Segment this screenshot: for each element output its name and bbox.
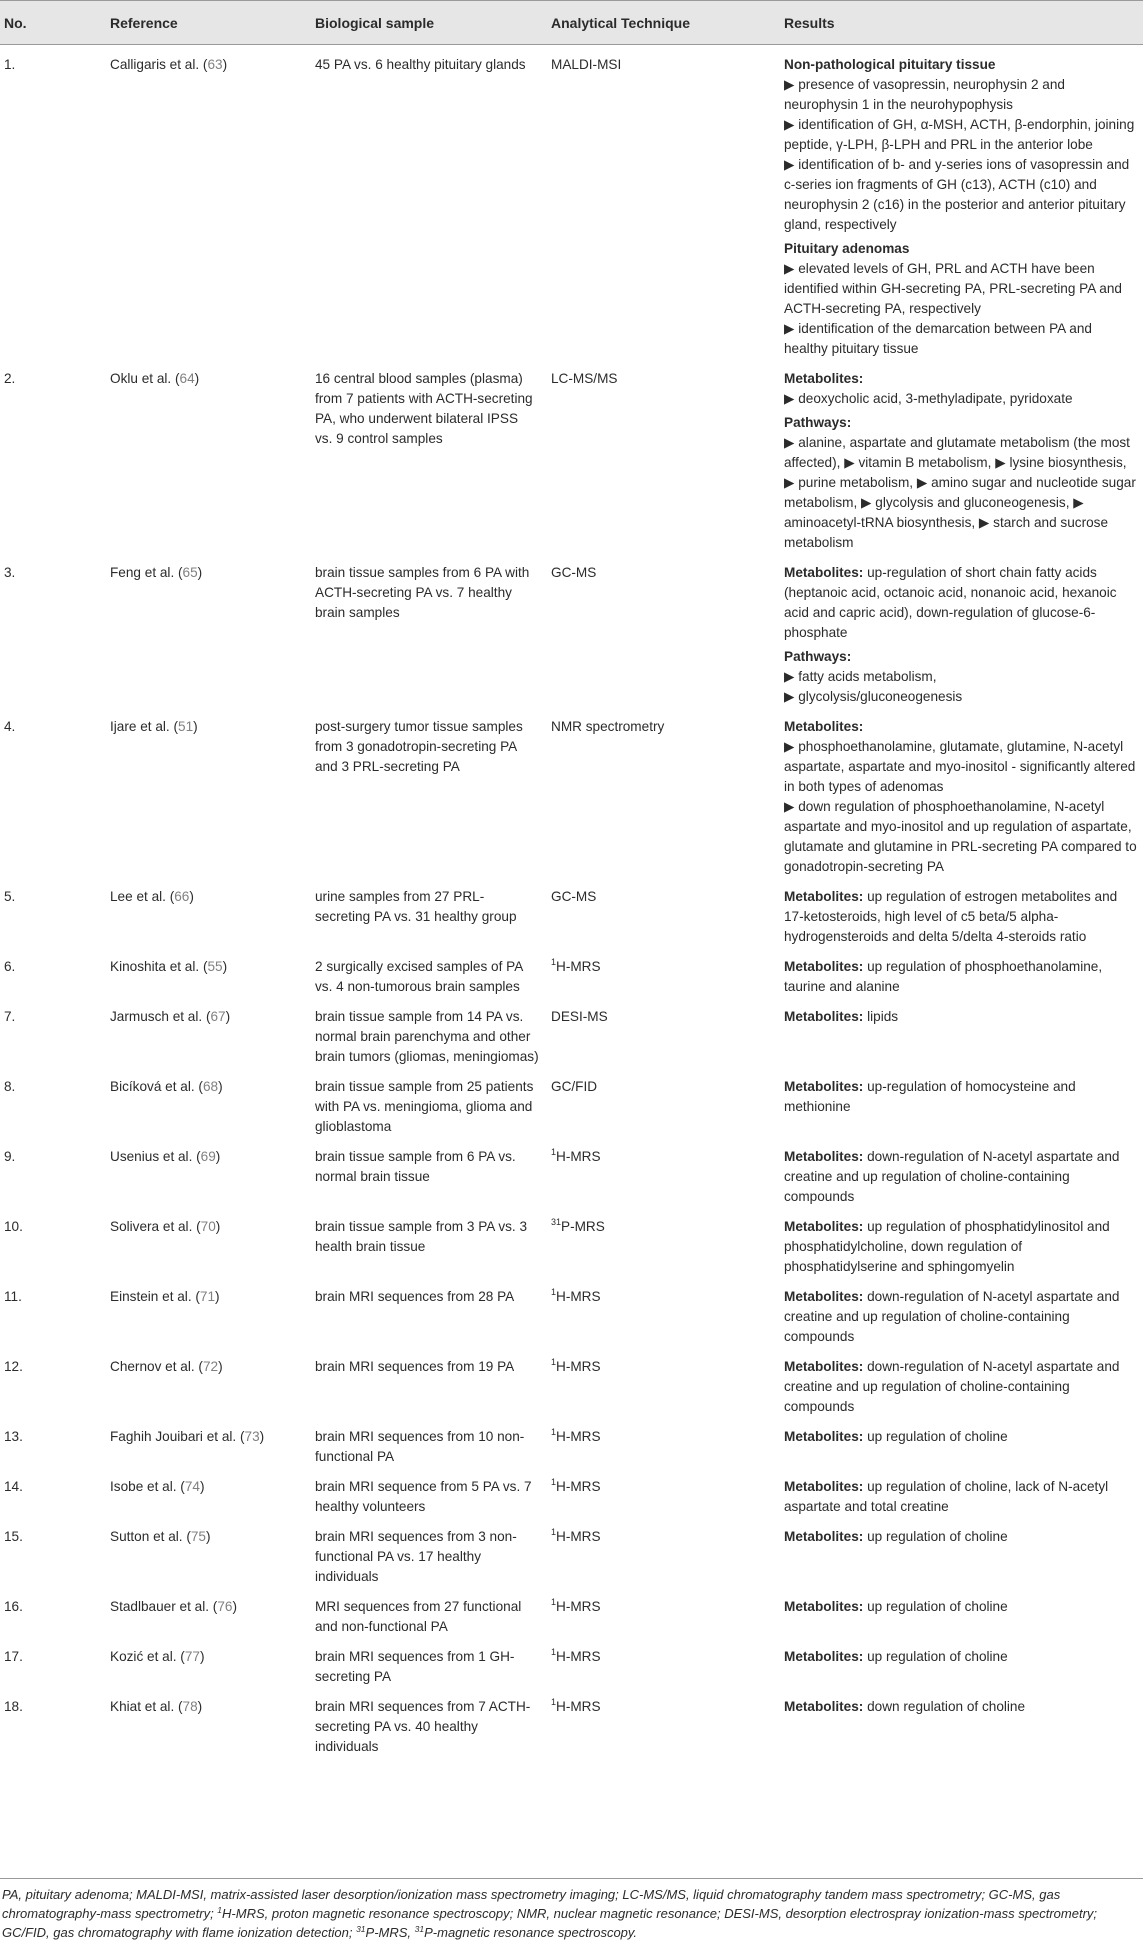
header-reference: Reference xyxy=(104,1,309,45)
row-analytical-technique xyxy=(545,1283,778,1353)
results-label: Metabolites: xyxy=(784,1699,864,1714)
results-labeled-paragraph xyxy=(784,1427,1137,1447)
results-bullet-text: phosphoethanolamine, glutamate, glutamine, N-acetyl aspartate, aspartate and myo-inositol - significantly altered in both types of adenomas xyxy=(784,739,1136,794)
results-label: Metabolites: xyxy=(784,1649,864,1664)
row-number: 11. xyxy=(4,1289,22,1304)
footnote-text: PA, pituitary adenoma; MALDI-MSI, matrix-assisted laser desorption/ionization mass spectrometry imaging; LC-MS/MS, liquid chromatography tandem mass spectrometry; GC-MS, gas chromatography-mass spectrometry; xyxy=(2,1887,1061,1921)
row-biological-sample: urine samples from 27 PRL-secreting PA vs. 31 healthy group xyxy=(315,889,517,924)
results-text: up regulation of phosphatidylinositol and phosphatidylcholine, down regulation of phosphatidylserine and sphingomyelin xyxy=(784,1219,1110,1274)
row-analytical-technique xyxy=(545,1353,778,1423)
row-biological-sample: brain tissue sample from 6 PA vs. normal brain tissue xyxy=(315,1149,516,1184)
results-label: Metabolites: xyxy=(784,1599,864,1614)
row-results xyxy=(778,559,1143,713)
bullet-marker-icon: ▶ xyxy=(784,77,799,92)
technique-name: GC/FID xyxy=(551,1079,598,1094)
results-bullet-item xyxy=(784,737,1137,797)
reference-citation-number: 70 xyxy=(200,1219,216,1234)
results-bullet-text: glycolysis/gluconeogenesis xyxy=(798,689,963,704)
row-analytical-technique xyxy=(545,1143,778,1213)
technique-isotope-superscript: 1 xyxy=(551,1527,557,1537)
reference-author: Ijare et al. xyxy=(110,719,170,734)
results-subheading: Metabolites: xyxy=(784,719,864,734)
row-reference: Jarmusch et al. (67) xyxy=(110,1009,231,1024)
row-analytical-technique xyxy=(545,1213,778,1283)
technique-isotope-superscript: 31 xyxy=(551,1217,562,1227)
bullet-marker-icon: ▶ xyxy=(857,495,876,510)
technique-name: MALDI-MSI xyxy=(551,57,622,72)
results-labeled-paragraph xyxy=(784,563,1137,643)
row-reference: Chernov et al. (72) xyxy=(110,1359,223,1374)
results-bullet-paragraph xyxy=(784,433,1137,553)
table-body xyxy=(0,45,1143,1764)
row-biological-sample: 2 surgically excised samples of PA vs. 4 non-tumorous brain samples xyxy=(315,959,523,994)
results-label: Metabolites: xyxy=(784,1009,864,1024)
results-bullet-item xyxy=(784,389,1137,409)
results-text: down-regulation of N-acetyl aspartate and creatine and up regulation of choline-containing compounds xyxy=(784,1149,1120,1204)
row-results xyxy=(778,1003,1143,1073)
bullet-marker-icon: ▶ xyxy=(784,669,799,684)
results-bullet-text: fatty acids metabolism, xyxy=(798,669,937,684)
technique-name: H-MRS xyxy=(556,959,601,974)
bullet-marker-icon: ▶ xyxy=(784,799,799,814)
technique-name: H-MRS xyxy=(556,1529,601,1544)
bullet-marker-icon: ▶ xyxy=(991,455,1010,470)
row-results xyxy=(778,1423,1143,1473)
results-subheading: Pathways: xyxy=(784,415,852,430)
results-bullet-text: deoxycholic acid, 3-methyladipate, pyridoxate xyxy=(798,391,1073,406)
results-bullet-text: presence of vasopressin, neurophysin 2 and neurophysin 1 in the neurohypophysis xyxy=(784,77,1065,112)
row-number: 8. xyxy=(4,1079,16,1094)
results-bullet-text: lysine biosynthesis, xyxy=(1009,455,1127,470)
technique-name: H-MRS xyxy=(556,1429,601,1444)
results-text: down regulation of choline xyxy=(863,1699,1026,1714)
technique-name: H-MRS xyxy=(556,1599,601,1614)
row-results xyxy=(778,1523,1143,1593)
row-results xyxy=(778,1693,1143,1763)
results-labeled-paragraph xyxy=(784,1357,1137,1417)
row-number: 18. xyxy=(4,1699,23,1714)
results-text: up regulation of estrogen metabolites and 17-ketosteroids, high level of c5 beta/5 alpha-hydrogensteroids and delta 5/delta 4-steroids ratio xyxy=(784,889,1118,944)
results-labeled-paragraph xyxy=(784,1007,1137,1027)
row-number: 13. xyxy=(4,1429,23,1444)
row-results xyxy=(778,45,1143,366)
row-number: 17. xyxy=(4,1649,23,1664)
row-reference: Usenius et al. (69) xyxy=(110,1149,221,1164)
row-analytical-technique xyxy=(545,953,778,1003)
reference-citation-number: 71 xyxy=(199,1289,216,1304)
row-results xyxy=(778,1073,1143,1143)
results-text: down-regulation of N-acetyl aspartate and creatine and up regulation of choline-containing compounds xyxy=(784,1359,1120,1414)
results-bullet-text: elevated levels of GH, PRL and ACTH have been identified within GH-secreting PA, PRL-secreting PA and ACTH-secreting PA, respectively xyxy=(784,261,1122,316)
results-labeled-paragraph xyxy=(784,887,1137,947)
reference-author: Kinoshita et al. xyxy=(110,959,200,974)
technique-isotope-superscript: 1 xyxy=(551,1647,557,1657)
technique-isotope-superscript: 1 xyxy=(551,957,557,967)
reference-citation-number: 51 xyxy=(178,719,194,734)
table-row xyxy=(0,1003,1143,1073)
results-label: Metabolites: xyxy=(784,1289,864,1304)
reference-author: Stadlbauer et al. xyxy=(110,1599,209,1614)
row-number: 16. xyxy=(4,1599,23,1614)
row-biological-sample: MRI sequences from 27 functional and non-functional PA xyxy=(315,1599,522,1634)
row-results xyxy=(778,1593,1143,1643)
row-biological-sample: brain MRI sequences from 1 GH-secreting PA xyxy=(315,1649,515,1684)
row-analytical-technique xyxy=(545,1073,778,1143)
results-text: up-regulation of short chain fatty acids (heptanoic acid, octanoic acid, nonanoic acid, hexanoic acid and capric acid), down-regulation of glucose-6-phosphate xyxy=(784,565,1117,640)
table-row xyxy=(0,1353,1143,1423)
reference-author: Calligaris et al. xyxy=(110,57,200,72)
reference-citation-number: 78 xyxy=(182,1699,198,1714)
results-labeled-paragraph xyxy=(784,1647,1137,1667)
row-biological-sample: brain tissue sample from 3 PA vs. 3 health brain tissue xyxy=(315,1219,528,1254)
header-analytical-technique: Analytical Technique xyxy=(545,1,778,45)
results-labeled-paragraph xyxy=(784,1477,1137,1517)
reference-author: Einstein et al. xyxy=(110,1289,192,1304)
footnote-superscript: 31 xyxy=(356,1924,366,1934)
row-reference: Bicíková et al. (68) xyxy=(110,1079,223,1094)
reference-citation-number: 72 xyxy=(202,1359,219,1374)
technique-name: P-MRS xyxy=(561,1219,605,1234)
technique-name: GC-MS xyxy=(551,565,597,580)
technique-name: H-MRS xyxy=(556,1479,601,1494)
row-reference: Oklu et al. (64) xyxy=(110,371,200,386)
table-row xyxy=(0,45,1143,366)
row-reference: Lee et al. (66) xyxy=(110,889,194,904)
reference-author: Solivera et al. xyxy=(110,1219,193,1234)
reference-citation-number: 66 xyxy=(174,889,190,904)
row-results xyxy=(778,1213,1143,1283)
results-label: Metabolites: xyxy=(784,1479,864,1494)
results-bullet-text: identification of the demarcation between PA and healthy pituitary tissue xyxy=(784,321,1092,356)
row-analytical-technique xyxy=(545,1643,778,1693)
reference-citation-number: 67 xyxy=(210,1009,226,1024)
technique-name: H-MRS xyxy=(556,1149,601,1164)
bullet-marker-icon: ▶ xyxy=(975,515,994,530)
header-results: Results xyxy=(778,1,1143,45)
bullet-marker-icon: ▶ xyxy=(784,739,799,754)
reference-author: Feng et al. xyxy=(110,565,175,580)
technique-isotope-superscript: 1 xyxy=(551,1477,557,1487)
table-header xyxy=(0,1,1143,45)
table-row xyxy=(0,713,1143,883)
reference-citation-number: 77 xyxy=(184,1649,200,1664)
table-row xyxy=(0,1643,1143,1693)
bullet-marker-icon: ▶ xyxy=(784,391,799,406)
row-number: 6. xyxy=(4,959,16,974)
footnote-superscript: 31 xyxy=(414,1924,425,1934)
reference-citation-number: 74 xyxy=(184,1479,200,1494)
bullet-marker-icon: ▶ xyxy=(784,321,799,336)
row-reference: Kinoshita et al. (55) xyxy=(110,959,228,974)
header-no: No. xyxy=(0,1,104,45)
results-bullet-text: amino sugar and nucleotide sugar metabolism, xyxy=(784,475,1136,510)
reference-author: Jarmusch et al. xyxy=(110,1009,203,1024)
reference-author: Chernov et al. xyxy=(110,1359,195,1374)
row-number: 7. xyxy=(4,1009,16,1024)
results-labeled-paragraph xyxy=(784,1597,1137,1617)
row-analytical-technique xyxy=(545,559,778,713)
technique-isotope-superscript: 1 xyxy=(551,1697,557,1707)
reference-citation-number: 65 xyxy=(182,565,198,580)
row-number: 10. xyxy=(4,1219,23,1234)
row-number: 14. xyxy=(4,1479,23,1494)
technique-isotope-superscript: 1 xyxy=(551,1597,557,1607)
row-reference: Kozić et al. (77) xyxy=(110,1649,205,1664)
row-reference: Sutton et al. (75) xyxy=(110,1529,211,1544)
results-subheading: Metabolites: xyxy=(784,371,864,386)
reference-author: Isobe et al. xyxy=(110,1479,177,1494)
reference-citation-number: 63 xyxy=(207,57,223,72)
table-row xyxy=(0,883,1143,953)
results-bullet-text: alanine, aspartate and glutamate metabolism (the most affected), xyxy=(784,435,1130,470)
bullet-marker-icon: ▶ xyxy=(784,435,799,450)
technique-isotope-superscript: 1 xyxy=(551,1357,557,1367)
row-number: 15. xyxy=(4,1529,23,1544)
technique-isotope-superscript: 1 xyxy=(551,1427,557,1437)
row-biological-sample: 45 PA vs. 6 healthy pituitary glands xyxy=(315,57,526,72)
row-biological-sample: brain MRI sequence from 5 PA vs. 7 healthy volunteers xyxy=(315,1479,532,1514)
row-analytical-technique xyxy=(545,713,778,883)
results-bullet-item xyxy=(784,115,1137,155)
results-text: up regulation of choline, lack of N-acetyl aspartate and total creatine xyxy=(784,1479,1109,1514)
footnote-text: P-MRS, xyxy=(365,1925,415,1940)
row-analytical-technique xyxy=(545,1523,778,1593)
row-biological-sample: 16 central blood samples (plasma) from 7 patients with ACTH-secreting PA, who underwent bilateral IPSS vs. 9 control samples xyxy=(315,371,533,446)
row-biological-sample: brain MRI sequences from 3 non-functional PA vs. 17 healthy individuals xyxy=(315,1529,517,1584)
results-text: up regulation of phosphoethanolamine, taurine and alanine xyxy=(784,959,1103,994)
results-label: Metabolites: xyxy=(784,1529,864,1544)
results-subheading: Pituitary adenomas xyxy=(784,241,910,256)
results-label: Metabolites: xyxy=(784,1079,864,1094)
table-row xyxy=(0,559,1143,713)
row-biological-sample: brain tissue samples from 6 PA with ACTH-secreting PA vs. 7 healthy brain samples xyxy=(315,565,530,620)
row-number: 9. xyxy=(4,1149,16,1164)
results-bullet-text: purine metabolism, xyxy=(798,475,914,490)
results-label: Metabolites: xyxy=(784,889,864,904)
results-label: Metabolites: xyxy=(784,1149,864,1164)
technique-name: H-MRS xyxy=(556,1649,601,1664)
technique-name: H-MRS xyxy=(556,1359,601,1374)
results-label: Metabolites: xyxy=(784,959,864,974)
results-text: up regulation of choline xyxy=(863,1599,1008,1614)
technique-name: GC-MS xyxy=(551,889,597,904)
bullet-marker-icon: ▶ xyxy=(784,475,799,490)
results-bullet-item xyxy=(784,75,1137,115)
results-bullet-text: glycolysis and gluconeogenesis, xyxy=(875,495,1070,510)
row-number: 4. xyxy=(4,719,16,734)
row-reference: Isobe et al. (74) xyxy=(110,1479,205,1494)
results-text: up regulation of choline xyxy=(863,1429,1008,1444)
results-labeled-paragraph xyxy=(784,1527,1137,1547)
technique-name: DESI-MS xyxy=(551,1009,608,1024)
bullet-marker-icon: ▶ xyxy=(1069,495,1084,510)
header-biological-sample: Biological sample xyxy=(309,1,545,45)
row-reference: Calligaris et al. (63) xyxy=(110,57,228,72)
row-biological-sample: brain MRI sequences from 10 non-functional PA xyxy=(315,1429,525,1464)
bullet-marker-icon: ▶ xyxy=(784,261,799,276)
row-results xyxy=(778,713,1143,883)
row-analytical-technique xyxy=(545,1423,778,1473)
bullet-marker-icon: ▶ xyxy=(784,117,799,132)
table-footnote xyxy=(0,1878,1143,1942)
row-biological-sample: brain tissue sample from 14 PA vs. normal brain parenchyma and other brain tumors (gliomas, meningiomas) xyxy=(315,1009,539,1064)
table-row xyxy=(0,1283,1143,1353)
results-bullet-item xyxy=(784,259,1137,319)
row-results xyxy=(778,1353,1143,1423)
reference-citation-number: 75 xyxy=(190,1529,206,1544)
row-reference: Stadlbauer et al. (76) xyxy=(110,1599,237,1614)
row-reference: Khiat et al. (78) xyxy=(110,1699,203,1714)
bullet-marker-icon: ▶ xyxy=(840,455,859,470)
row-results xyxy=(778,1643,1143,1693)
row-analytical-technique xyxy=(545,1593,778,1643)
results-text: up regulation of choline xyxy=(863,1649,1008,1664)
row-analytical-technique xyxy=(545,1003,778,1073)
row-biological-sample: brain MRI sequences from 28 PA xyxy=(315,1289,515,1304)
row-results xyxy=(778,365,1143,559)
reference-author: Sutton et al. xyxy=(110,1529,183,1544)
row-biological-sample: brain tissue sample from 25 patients with PA vs. meningioma, glioma and glioblastoma xyxy=(315,1079,534,1134)
bullet-marker-icon: ▶ xyxy=(913,475,932,490)
results-bullet-text: identification of GH, α-MSH, ACTH, β-endorphin, joining peptide, γ-LPH, β-LPH and PRL in the anterior lobe xyxy=(784,117,1135,152)
table-row xyxy=(0,1473,1143,1523)
reference-author: Usenius et al. xyxy=(110,1149,193,1164)
results-subheading: Pathways: xyxy=(784,649,852,664)
row-number: 1. xyxy=(4,57,16,72)
technique-name: LC-MS/MS xyxy=(551,371,618,386)
table-row xyxy=(0,1423,1143,1473)
row-number: 3. xyxy=(4,565,16,580)
reference-citation-number: 69 xyxy=(200,1149,216,1164)
results-labeled-paragraph xyxy=(784,1287,1137,1347)
row-reference: Feng et al. (65) xyxy=(110,565,203,580)
results-labeled-paragraph xyxy=(784,957,1137,997)
footnote-superscript: 1 xyxy=(217,1905,223,1915)
row-reference: Einstein et al. (71) xyxy=(110,1289,220,1304)
row-results xyxy=(778,883,1143,953)
reference-citation-number: 73 xyxy=(244,1429,260,1444)
row-biological-sample: brain MRI sequences from 19 PA xyxy=(315,1359,515,1374)
reference-author: Oklu et al. xyxy=(110,371,172,386)
reference-author: Lee et al. xyxy=(110,889,166,904)
row-reference: Faghih Jouibari et al. (73) xyxy=(110,1429,265,1444)
table-row xyxy=(0,1213,1143,1283)
results-labeled-paragraph xyxy=(784,1077,1137,1117)
results-labeled-paragraph xyxy=(784,1147,1137,1207)
table-row xyxy=(0,1523,1143,1593)
results-bullet-text: vitamin B metabolism, xyxy=(858,455,992,470)
results-labeled-paragraph xyxy=(784,1217,1137,1277)
results-text: up-regulation of homocysteine and methionine xyxy=(784,1079,1076,1114)
table-row xyxy=(0,1593,1143,1643)
technique-name: H-MRS xyxy=(556,1289,601,1304)
table-row xyxy=(0,1143,1143,1213)
results-bullet-text: aminoacetyl-tRNA biosynthesis, xyxy=(784,515,976,530)
reference-citation-number: 64 xyxy=(179,371,195,386)
row-number: 2. xyxy=(4,371,16,386)
row-reference: Solivera et al. (70) xyxy=(110,1219,221,1234)
row-reference: Ijare et al. (51) xyxy=(110,719,198,734)
reference-author: Khiat et al. xyxy=(110,1699,175,1714)
table-row xyxy=(0,1693,1143,1763)
results-label: Metabolites: xyxy=(784,1359,864,1374)
results-bullet-text: down regulation of phosphoethanolamine, N-acetyl aspartate and myo-inositol and up regulation of aspartate, glutamate and glutamine in PRL-secreting PA compared to gonadotropin-secreting PA xyxy=(784,799,1137,874)
row-results xyxy=(778,1473,1143,1523)
bullet-marker-icon: ▶ xyxy=(784,689,799,704)
row-analytical-technique xyxy=(545,1693,778,1763)
reference-citation-number: 68 xyxy=(202,1079,219,1094)
row-analytical-technique xyxy=(545,1473,778,1523)
results-subheading: Non-pathological pituitary tissue xyxy=(784,57,996,72)
row-results xyxy=(778,1143,1143,1213)
results-bullet-text: identification of b- and y-series ions of vasopressin and c-series ion fragments of GH (c13), ACTH (c10) and neurophysin 2 (c16) in the posterior and anterior pituitary gland, respectively xyxy=(784,157,1130,232)
technique-isotope-superscript: 1 xyxy=(551,1147,557,1157)
footnote-text: P-magnetic resonance spectroscopy. xyxy=(424,1925,638,1940)
results-bullet-item xyxy=(784,667,1137,687)
table-row xyxy=(0,365,1143,559)
results-bullet-item xyxy=(784,319,1137,359)
reference-author: Bicíková et al. xyxy=(110,1079,195,1094)
reference-author: Faghih Jouibari et al. xyxy=(110,1429,237,1444)
row-biological-sample: post-surgery tumor tissue samples from 3 gonadotropin-secreting PA and 3 PRL-secreting PA xyxy=(315,719,523,774)
results-text: lipids xyxy=(863,1009,899,1024)
results-labeled-paragraph xyxy=(784,1697,1137,1717)
technique-name: H-MRS xyxy=(556,1699,601,1714)
row-results xyxy=(778,1283,1143,1353)
reference-citation-number: 76 xyxy=(217,1599,233,1614)
results-label: Metabolites: xyxy=(784,1219,864,1234)
results-text: down-regulation of N-acetyl aspartate and creatine and up regulation of choline-containing compounds xyxy=(784,1289,1120,1344)
bullet-marker-icon: ▶ xyxy=(784,157,799,172)
reference-citation-number: 55 xyxy=(207,959,223,974)
row-analytical-technique xyxy=(545,45,778,366)
table-row xyxy=(0,1073,1143,1143)
row-number: 5. xyxy=(4,889,16,904)
row-biological-sample: brain MRI sequences from 7 ACTH-secreting PA vs. 40 healthy individuals xyxy=(315,1699,531,1754)
results-text: up regulation of choline xyxy=(863,1529,1008,1544)
table-row xyxy=(0,953,1143,1003)
results-label: Metabolites: xyxy=(784,565,864,580)
row-number: 12. xyxy=(4,1359,23,1374)
results-bullet-item xyxy=(784,687,1137,707)
row-analytical-technique xyxy=(545,883,778,953)
results-bullet-item xyxy=(784,155,1137,235)
row-results xyxy=(778,953,1143,1003)
technique-name: NMR spectrometry xyxy=(551,719,665,734)
results-bullet-item xyxy=(784,797,1137,877)
reference-author: Kozić et al. xyxy=(110,1649,177,1664)
results-bullet-text: starch and sucrose metabolism xyxy=(784,515,1109,550)
technique-isotope-superscript: 1 xyxy=(551,1287,557,1297)
results-label: Metabolites: xyxy=(784,1429,864,1444)
footnote-text: H-MRS, proton magnetic resonance spectroscopy; NMR, nuclear magnetic resonance; DESI-MS, desorption electrospray ionization-mass spectrometry; GC/FID, gas chromatography with flame ionization detection; xyxy=(2,1906,1098,1940)
header-row xyxy=(0,1,1143,45)
row-analytical-technique xyxy=(545,365,778,559)
